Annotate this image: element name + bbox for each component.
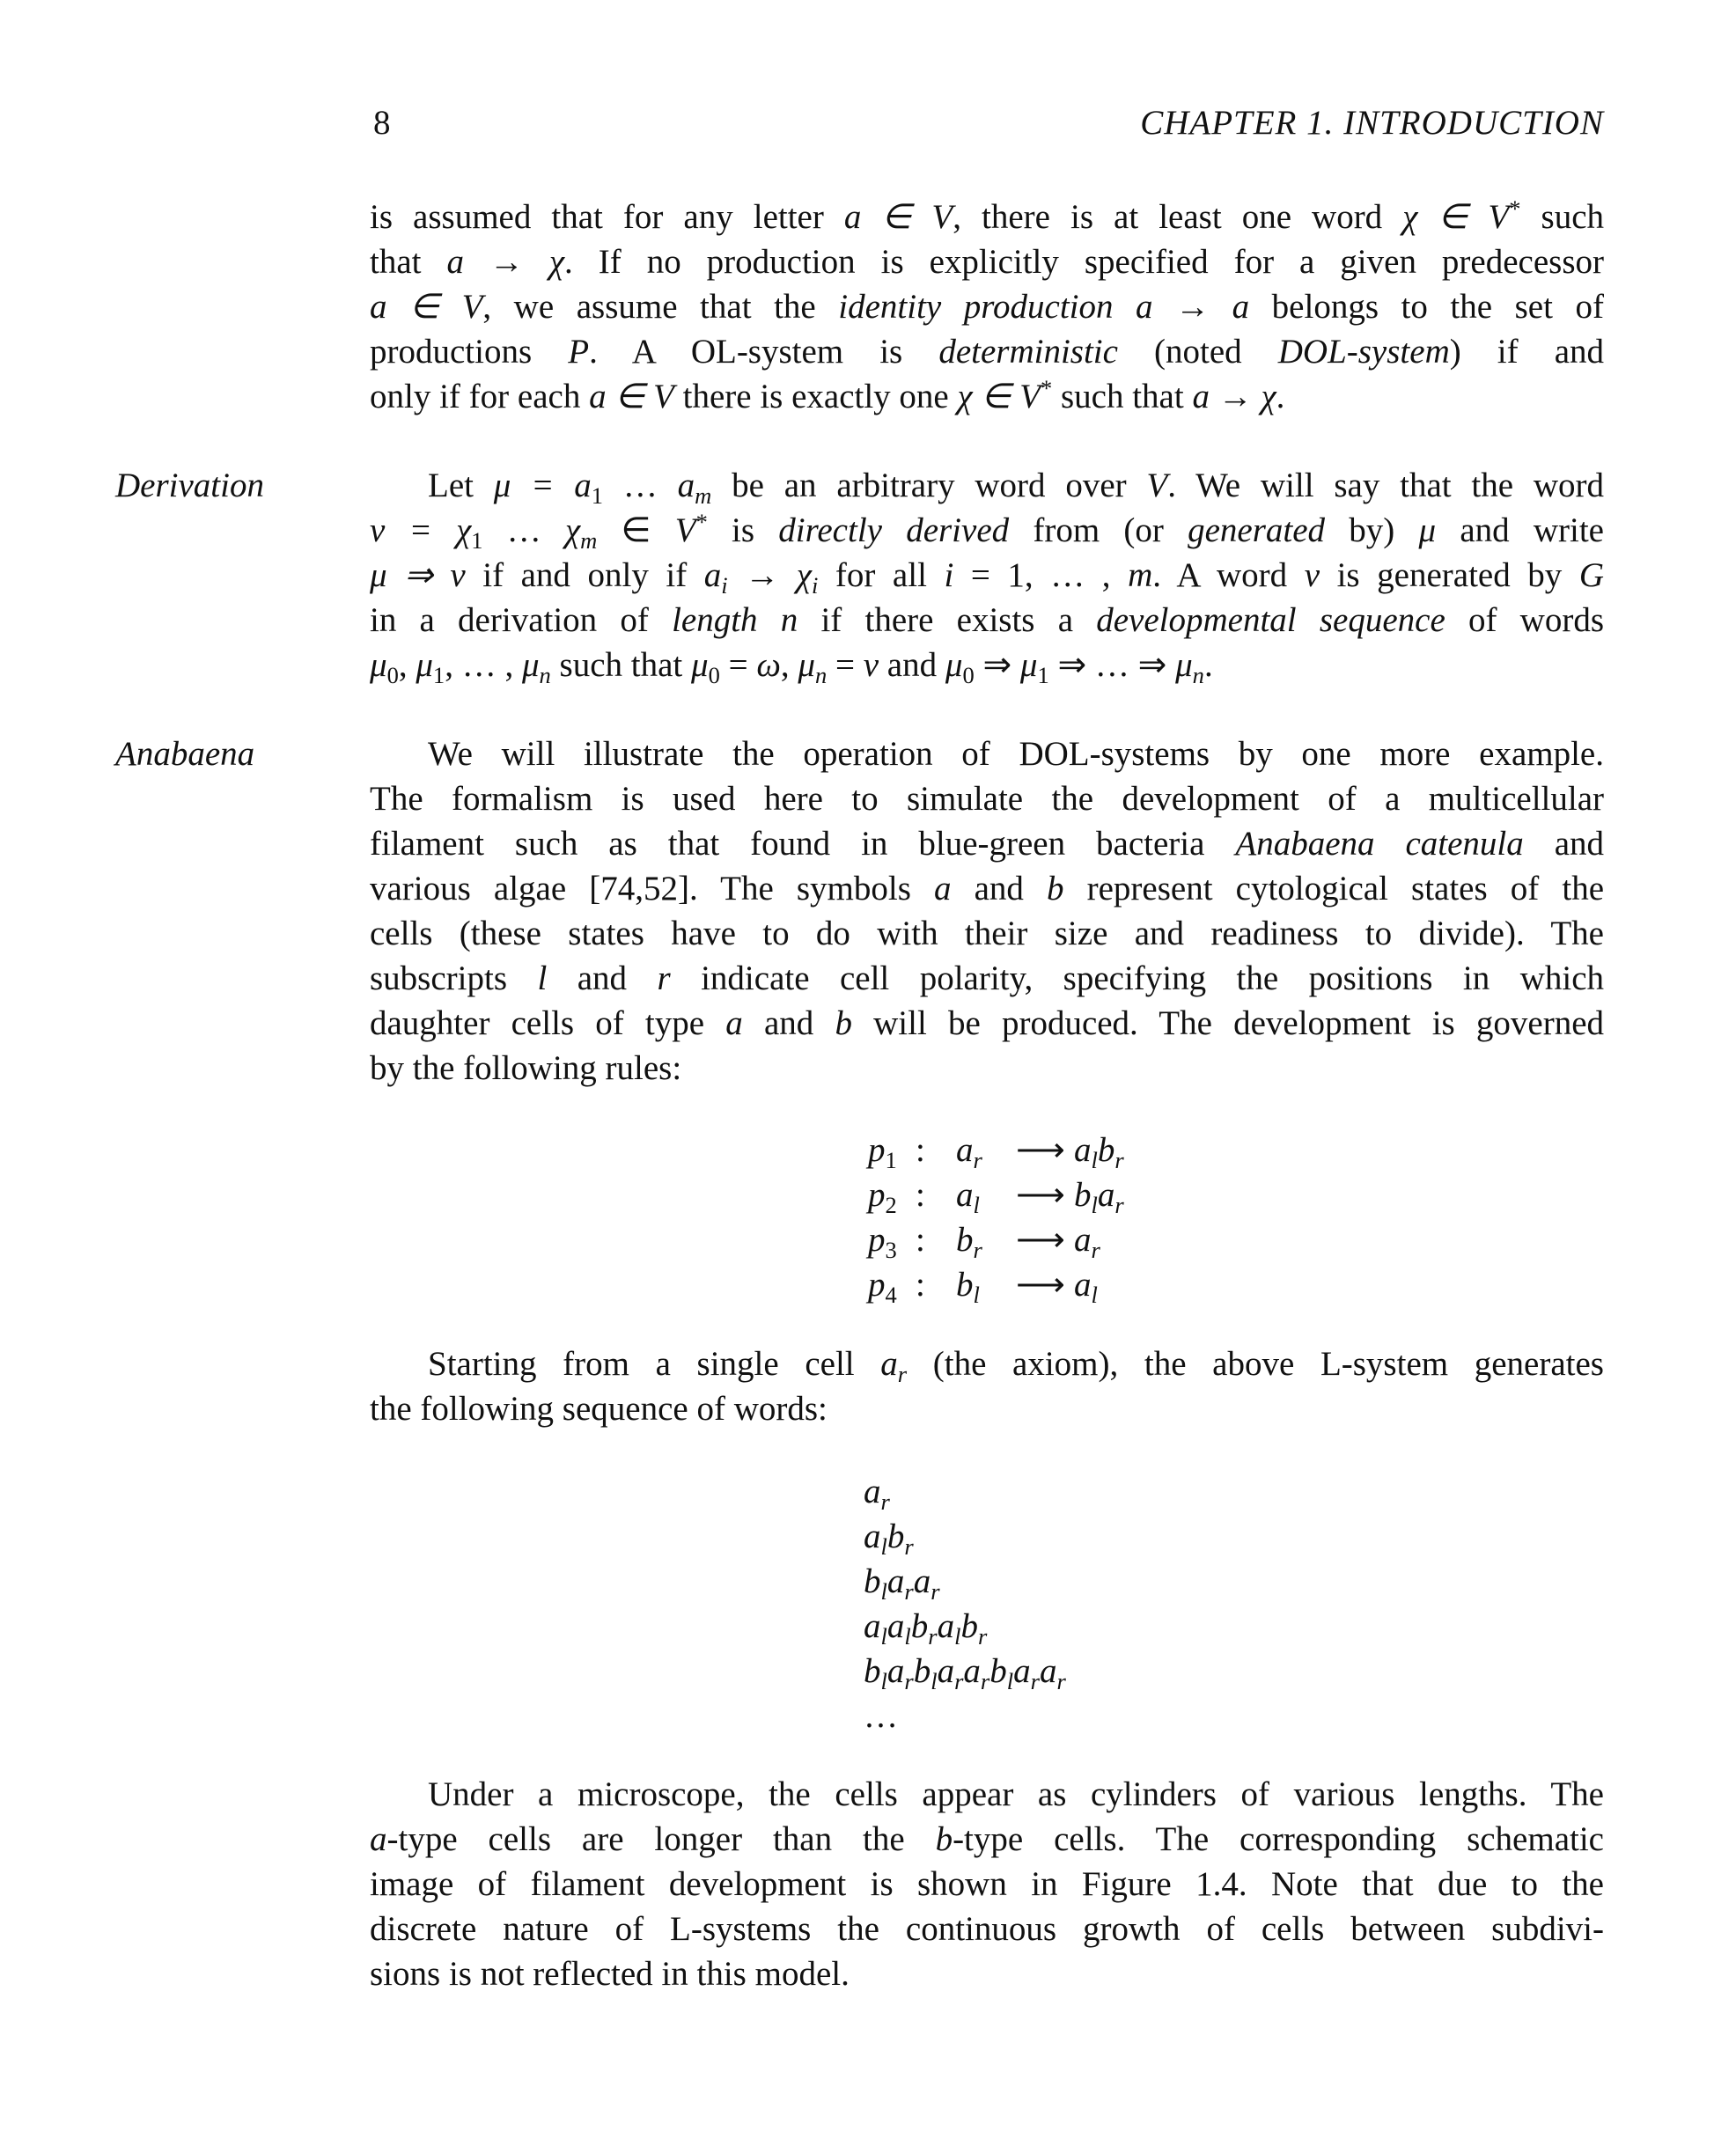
math-run: m [1128, 556, 1153, 594]
math-symbol [1074, 1131, 1098, 1173]
math-run: * [1509, 195, 1521, 222]
rule-successor [1074, 1128, 1124, 1172]
math-symbol [956, 1221, 982, 1263]
math-symbol [956, 1131, 982, 1173]
text-run: . A word [1152, 556, 1305, 594]
text-run: sions is not reflected in this model. [370, 1955, 850, 1993]
math-run: a ∈ V [589, 378, 674, 415]
text-run: Starting from a single cell [428, 1345, 881, 1383]
text-run: , [398, 646, 416, 684]
text-run: is assumed that for any letter [370, 198, 844, 236]
text-run: daughter cells of type [370, 1004, 726, 1042]
math-run: a → a [1136, 288, 1250, 326]
symbol-subscript: l [973, 1281, 980, 1308]
math-run: μ [1418, 511, 1437, 549]
text-run: various algae [74,52]. The symbols [370, 870, 935, 908]
text-run: for all [818, 556, 945, 594]
math-run: μ ⇒ ν [370, 556, 466, 594]
math-symbol [1074, 1221, 1100, 1263]
text-line [370, 956, 1604, 1001]
symbol-letter: b [1074, 1176, 1092, 1214]
symbol-letter: b [913, 1652, 931, 1690]
text-line [370, 239, 1604, 284]
page-number: 8 [373, 104, 391, 142]
math-run: μ [416, 646, 433, 684]
symbol-subscript: r [1030, 1667, 1040, 1694]
text-line [370, 1772, 1604, 1817]
math-symbol [1074, 1266, 1098, 1308]
symbol-letter: a [913, 1562, 931, 1600]
symbol-letter: a [1074, 1266, 1092, 1304]
text-run: image of filament development is shown in Figure 1.4. Note that due to the [370, 1865, 1604, 1903]
text-run: -type cells are longer than the [386, 1820, 936, 1858]
symbol-letter: a [864, 1607, 881, 1645]
margin-label-anabaena: Anabaena [115, 735, 255, 773]
math-run: ν [1304, 556, 1320, 594]
symbol-subscript: l [904, 1622, 911, 1650]
rule-arrow: ⟶ [1016, 1131, 1065, 1169]
rule-colon: : [916, 1266, 925, 1304]
emphasis-run: DOL-system [1277, 333, 1450, 371]
math-run: χ ∈ V [1402, 198, 1510, 236]
math-symbol [864, 1562, 887, 1605]
text-run: and write [1436, 511, 1604, 549]
text-run: -type cells. The corresponding schematic [953, 1820, 1604, 1858]
paragraph-derivation [370, 463, 1604, 687]
symbol-subscript: l [880, 1667, 887, 1694]
math-run: 1 [432, 661, 445, 688]
text-run: subscripts [370, 959, 538, 997]
text-run: is generated by [1320, 556, 1579, 594]
symbol-letter: a [956, 1176, 974, 1214]
text-line [370, 776, 1604, 821]
text-run: = [827, 646, 864, 684]
symbol-letter: a [937, 1607, 955, 1645]
text-run: in a derivation of [370, 601, 673, 639]
math-run: μ [691, 646, 709, 684]
symbol-subscript: r [973, 1236, 982, 1263]
emphasis-run: deterministic [938, 333, 1118, 371]
rule-index: 4 [885, 1281, 897, 1308]
math-symbol [963, 1652, 990, 1694]
emphasis-run: Anabaena catenula [1235, 825, 1524, 863]
math-run: m [580, 526, 598, 554]
text-line [370, 598, 1604, 643]
symbol-letter: a [864, 1517, 881, 1555]
rule-successor [1074, 1217, 1100, 1262]
math-run: b [835, 1004, 852, 1042]
text-run: by the following rules: [370, 1049, 682, 1087]
math-run: a [934, 870, 952, 908]
symbol-letter: a [886, 1652, 905, 1690]
text-line [370, 821, 1604, 866]
text-run: cells (these states have to do with their size and readiness to divide). The [370, 915, 1604, 952]
text-line [370, 1862, 1604, 1907]
text-run: . [1276, 378, 1285, 415]
math-symbol [886, 1517, 914, 1560]
text-run: such that [550, 646, 691, 684]
rule-index: 1 [885, 1146, 897, 1173]
text-run: (noted [1117, 333, 1278, 371]
emphasis-run: developmental sequence [1096, 601, 1445, 639]
math-symbol [937, 1607, 961, 1650]
rule-colon: : [916, 1221, 925, 1259]
text-line [370, 1386, 1604, 1431]
math-run: a → χ [446, 243, 565, 281]
math-symbol [864, 1517, 887, 1560]
text-line [370, 866, 1604, 911]
symbol-letter: b [956, 1221, 974, 1259]
rule-letter: p [868, 1221, 886, 1259]
symbol-subscript: r [1056, 1667, 1066, 1694]
text-line [370, 329, 1604, 374]
text-line [370, 731, 1604, 776]
math-run: * [695, 508, 708, 535]
text-line [370, 1046, 1604, 1091]
word-sequence-ellipsis: … [864, 1697, 898, 1735]
rule-colon: : [916, 1176, 925, 1214]
math-run: ν [863, 646, 879, 684]
text-run: , we assume that the [482, 288, 839, 326]
rule-label [868, 1128, 897, 1172]
rule-predecessor [956, 1262, 980, 1307]
symbol-letter: b [1097, 1131, 1115, 1169]
symbol-subscript: r [954, 1667, 964, 1694]
running-title: CHAPTER 1. INTRODUCTION [1140, 104, 1604, 142]
text-run: and [742, 1004, 835, 1042]
math-run: a → χ [1192, 378, 1276, 415]
emphasis-run: identity production [838, 288, 1114, 326]
math-run: 1 [1037, 661, 1049, 688]
paragraph-starting [370, 1341, 1604, 1431]
text-run: and [547, 959, 658, 997]
math-symbol [937, 1652, 964, 1694]
rule-index: 3 [885, 1236, 897, 1263]
rule-predecessor [956, 1217, 982, 1262]
math-run: i [721, 571, 728, 599]
text-run: The formalism is used here to simulate the development of a multicellular [370, 780, 1604, 818]
math-run: a ∈ V [370, 288, 483, 326]
symbol-letter: a [886, 1562, 905, 1600]
math-run: a [880, 1345, 898, 1383]
rule-label [868, 1217, 897, 1262]
text-run: by) [1325, 511, 1419, 549]
math-symbol [1097, 1131, 1124, 1173]
symbol-subscript: r [931, 1577, 940, 1605]
text-line [370, 911, 1604, 956]
emphasis-run: generated [1188, 511, 1326, 549]
math-symbol [886, 1562, 914, 1605]
math-run: ω [756, 646, 781, 684]
math-run: μ [1019, 646, 1038, 684]
math-symbol [956, 1266, 980, 1308]
math-symbol [1074, 1176, 1098, 1218]
math-run: * [1040, 374, 1053, 401]
symbol-subscript: l [931, 1667, 938, 1694]
text-run: is [707, 511, 779, 549]
text-run: belongs to the set of [1249, 288, 1604, 326]
math-run: b [935, 1820, 953, 1858]
symbol-subscript: r [1114, 1146, 1124, 1173]
text-run: discrete nature of L-systems the continuous growth of cells between subdivi- [370, 1910, 1604, 1948]
text-run: filament such as that found in blue-green bacteria [370, 825, 1236, 863]
text-line [370, 553, 1604, 598]
text-run: (the axiom), the above L-system generates [907, 1345, 1604, 1383]
symbol-letter: a [886, 1607, 905, 1645]
text-run: ) if and [1449, 333, 1605, 371]
math-symbol [886, 1607, 911, 1650]
text-run: = 1, … , [953, 556, 1129, 594]
math-run: m [695, 481, 712, 509]
symbol-subscript: r [977, 1622, 988, 1650]
symbol-letter: b [989, 1652, 1007, 1690]
symbol-letter: b [864, 1562, 881, 1600]
text-run: will be produced. The development is governed [851, 1004, 1605, 1042]
text-line [370, 1001, 1604, 1046]
rule-letter: p [868, 1266, 886, 1304]
symbol-letter: a [1039, 1652, 1057, 1690]
rule-index: 2 [885, 1191, 897, 1218]
symbol-subscript: l [1091, 1191, 1098, 1218]
symbol-letter: a [1074, 1131, 1092, 1169]
text-run: Let [428, 467, 494, 504]
math-symbol [864, 1473, 890, 1515]
rule-predecessor [956, 1128, 982, 1172]
text-line [370, 195, 1604, 239]
symbol-subscript: r [1114, 1191, 1124, 1218]
symbol-letter: a [1013, 1652, 1031, 1690]
symbol-letter: a [1074, 1221, 1092, 1259]
symbol-letter: a [864, 1473, 881, 1510]
derived-word [864, 1514, 1392, 1559]
symbol-subscript: l [1006, 1667, 1014, 1694]
math-run: a ∈ V [843, 198, 953, 236]
emphasis-run: directly derived [778, 511, 1010, 549]
math-symbol [1039, 1652, 1066, 1694]
symbol-subscript: r [904, 1532, 914, 1560]
rule-colon: : [916, 1131, 925, 1169]
math-run: V [674, 511, 696, 549]
symbol-subscript: r [880, 1488, 890, 1515]
math-run: μ [521, 646, 540, 684]
text-run: , there is at least one word [953, 198, 1403, 236]
math-symbol [864, 1652, 887, 1694]
word-sequence [864, 1469, 1392, 1738]
text-run: … [482, 511, 565, 549]
text-run: be an arbitrary word over [711, 467, 1147, 504]
paragraph-anabaena [370, 731, 1604, 1091]
text-run: , … , [445, 646, 522, 684]
math-run: a [703, 556, 722, 594]
emphasis-run: length n [672, 601, 798, 639]
symbol-subscript: r [973, 1146, 982, 1173]
math-symbol [989, 1652, 1014, 1694]
math-run: μ [945, 646, 963, 684]
symbol-subscript: r [904, 1667, 914, 1694]
math-run: a [677, 467, 695, 504]
symbol-letter: b [886, 1517, 905, 1555]
text-line [370, 463, 1604, 508]
text-run: We will illustrate the operation of DOL-systems by one more example. [428, 735, 1604, 773]
text-run: … [603, 467, 678, 504]
text-run: . [1203, 646, 1213, 684]
rule-letter: p [868, 1131, 886, 1169]
math-run: r [897, 1360, 908, 1387]
symbol-letter: a [937, 1652, 955, 1690]
symbol-letter: a [963, 1652, 981, 1690]
symbol-subscript: r [904, 1577, 914, 1605]
symbol-subscript: l [954, 1622, 961, 1650]
math-symbol [1013, 1652, 1040, 1694]
math-run: a [725, 1004, 743, 1042]
rule-letter: p [868, 1176, 886, 1214]
text-run: from (or [1009, 511, 1188, 549]
symbol-subscript: r [928, 1622, 938, 1650]
text-line [370, 643, 1604, 687]
text-run: = [719, 646, 757, 684]
math-run: ν = χ [370, 511, 472, 549]
paragraph-ol-system-definition [370, 195, 1604, 419]
symbol-subscript: l [1091, 1146, 1098, 1173]
symbol-subscript: l [973, 1191, 980, 1218]
text-line [370, 508, 1604, 553]
text-run: → [727, 556, 797, 594]
text-run: of words [1445, 601, 1604, 639]
math-run: 1 [471, 526, 483, 554]
text-run: and [951, 870, 1048, 908]
text-line [370, 1951, 1604, 1996]
symbol-letter: b [864, 1652, 881, 1690]
text-run: such that [1052, 378, 1193, 415]
math-symbol [910, 1607, 938, 1650]
math-run: χ [796, 556, 812, 594]
text-run: the following sequence of words: [370, 1390, 828, 1428]
derived-word [864, 1559, 1392, 1604]
math-symbol [864, 1607, 887, 1650]
symbol-subscript: l [880, 1577, 887, 1605]
rule-label [868, 1172, 897, 1217]
text-run: and [1523, 825, 1604, 863]
math-run: n [814, 661, 828, 688]
text-run: such [1520, 198, 1605, 236]
math-run: 0 [962, 661, 975, 688]
math-run: μ [370, 646, 387, 684]
text-run: ∈ [597, 511, 675, 549]
math-run: l [537, 959, 548, 997]
text-run: ⇒ … ⇒ [1048, 646, 1176, 684]
math-symbol [956, 1176, 980, 1218]
math-run: P [568, 333, 590, 371]
rule-label [868, 1262, 897, 1307]
math-run: μ [1175, 646, 1193, 684]
text-run: . If no production is explicitly specified for a given predecessor [564, 243, 1604, 281]
text-run: Under a microscope, the cells appear as cylinders of various lengths. The [428, 1775, 1604, 1813]
symbol-subscript: l [880, 1532, 887, 1560]
derived-word [864, 1649, 1392, 1694]
text-run: represent cytological states of the [1063, 870, 1605, 908]
text-run: . A OL-system is [589, 333, 939, 371]
text-line [370, 1817, 1604, 1862]
rule-successor [1074, 1172, 1124, 1217]
symbol-subscript: l [1091, 1281, 1098, 1308]
symbol-subscript: r [980, 1667, 990, 1694]
math-symbol [886, 1652, 914, 1694]
text-run: indicate cell polarity, specifying the positions in which [670, 959, 1605, 997]
text-run: . We will say that the word [1167, 467, 1605, 504]
text-run: productions [370, 333, 569, 371]
math-run: 0 [708, 661, 720, 688]
math-run: V [1146, 467, 1168, 504]
math-run: r [657, 959, 671, 997]
text-line [370, 1341, 1604, 1386]
math-run: i [811, 571, 819, 599]
math-run: μ = a [493, 467, 592, 504]
math-symbol [913, 1652, 938, 1694]
text-run: there is exactly one [673, 378, 958, 415]
symbol-letter: b [956, 1266, 974, 1304]
math-run: χ [564, 511, 581, 549]
rule-arrow: ⟶ [1016, 1221, 1065, 1259]
math-run: i [944, 556, 954, 594]
symbol-letter: a [1097, 1176, 1115, 1214]
text-line [370, 284, 1604, 329]
symbol-letter: b [960, 1607, 978, 1645]
text-run: , [780, 646, 798, 684]
math-run: μ [798, 646, 815, 684]
symbol-subscript: l [880, 1622, 887, 1650]
text-run: if there exists a [798, 601, 1097, 639]
math-symbol [960, 1607, 988, 1650]
rule-successor [1074, 1262, 1098, 1307]
math-symbol [1097, 1176, 1124, 1218]
symbol-subscript: r [1091, 1236, 1100, 1263]
text-run: only if for each [370, 378, 590, 415]
text-run: and [879, 646, 945, 684]
rule-arrow: ⟶ [1016, 1266, 1065, 1304]
math-run: a [370, 1820, 387, 1858]
text-run: that [370, 243, 447, 281]
text-line [370, 374, 1604, 419]
text-run [1114, 288, 1136, 326]
math-run: G [1578, 556, 1605, 594]
margin-label-derivation: Derivation [115, 467, 264, 504]
math-run: n [539, 661, 551, 688]
math-symbol [913, 1562, 940, 1605]
paragraph-microscope [370, 1772, 1604, 1996]
derived-word [864, 1604, 1392, 1649]
text-run: ⇒ [974, 646, 1020, 684]
text-line [370, 1907, 1604, 1951]
rule-arrow: ⟶ [1016, 1176, 1065, 1214]
text-run: if and only if [465, 556, 704, 594]
math-run: n [1192, 661, 1204, 688]
math-run: b [1047, 870, 1064, 908]
derived-word [864, 1469, 1392, 1514]
rule-predecessor [956, 1172, 980, 1217]
symbol-letter: b [910, 1607, 929, 1645]
math-run: 1 [591, 481, 604, 509]
math-run: 0 [386, 661, 399, 688]
math-run: χ ∈ V [957, 378, 1041, 415]
symbol-letter: a [956, 1131, 974, 1169]
